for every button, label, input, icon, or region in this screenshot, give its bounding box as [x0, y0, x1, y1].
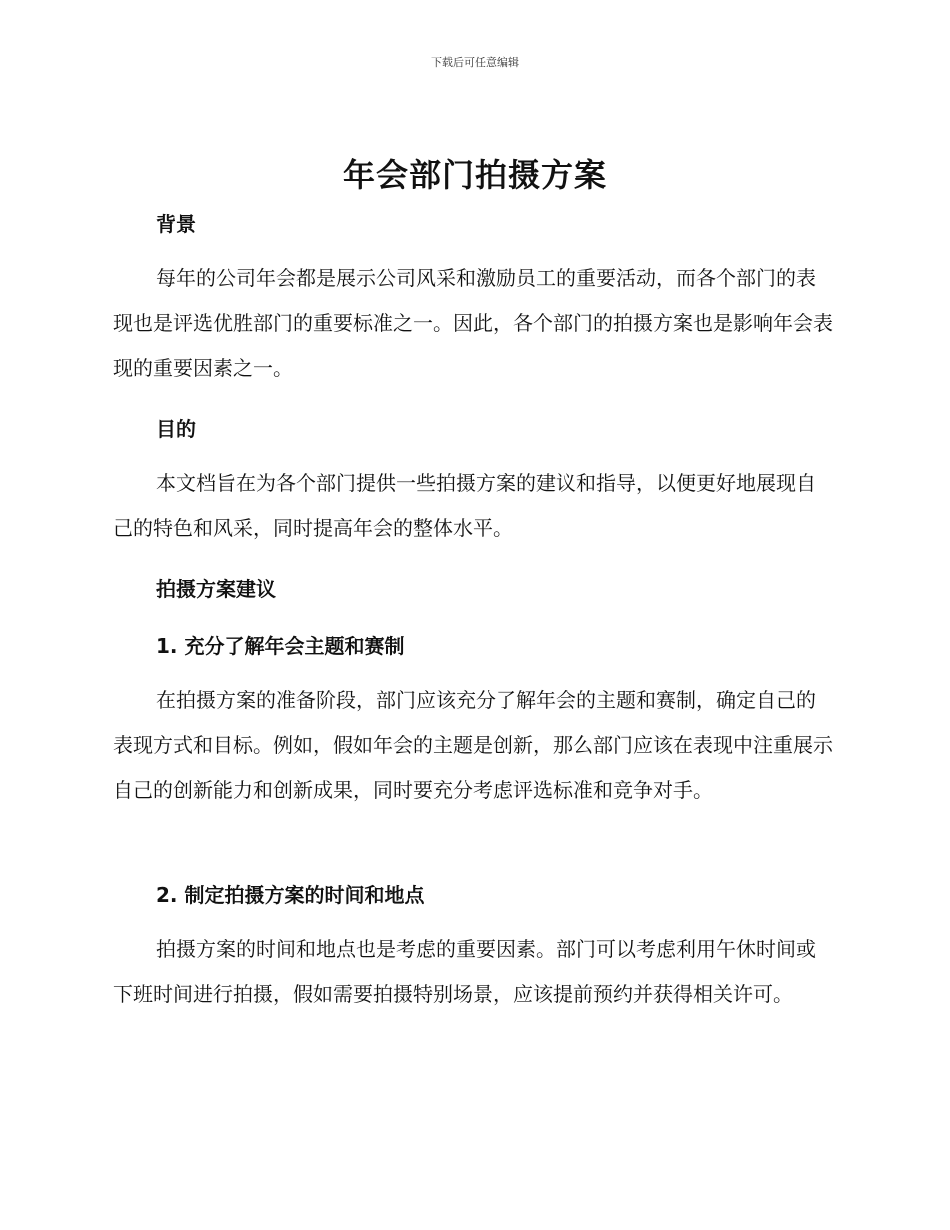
section-heading-suggestions: 拍摄方案建议: [156, 577, 276, 601]
paragraph-purpose: 本文档旨在为各个部门提供一些拍摄方案的建议和指导，以便更好地展现自己的特色和风采，同时提高年会的整体水平。: [113, 471, 816, 540]
header-note: 下载后可任意编辑: [431, 56, 519, 69]
paragraph-item-2: 拍摄方案的时间和地点也是考虑的重要因素。部门可以考虑利用午休时间或下班时间进行拍摄，假如需要拍摄特别场景，应该提前预约并获得相关许可。: [113, 937, 816, 1006]
section-heading-background: 背景: [156, 212, 196, 236]
subheading-item-2: 2. 制定拍摄方案的时间和地点: [156, 883, 425, 907]
paragraph-background: 每年的公司年会都是展示公司风采和激励员工的重要活动，而各个部门的表现也是评选优胜部门的重要标准之一。因此，各个部门的拍摄方案也是影响年会表现的重要因素之一。: [113, 266, 833, 380]
paragraph-item-1: 在拍摄方案的准备阶段，部门应该充分了解年会的主题和赛制，确定自己的表现方式和目标。例如，假如年会的主题是创新，那么部门应该在表现中注重展示自己的创新能力和创新成果，同时要充分考虑评选标准和竞争对手。: [113, 688, 833, 802]
subheading-item-1: 1. 充分了解年会主题和赛制: [156, 634, 405, 658]
section-heading-purpose: 目的: [156, 417, 196, 441]
document-title: 年会部门拍摄方案: [342, 156, 607, 194]
